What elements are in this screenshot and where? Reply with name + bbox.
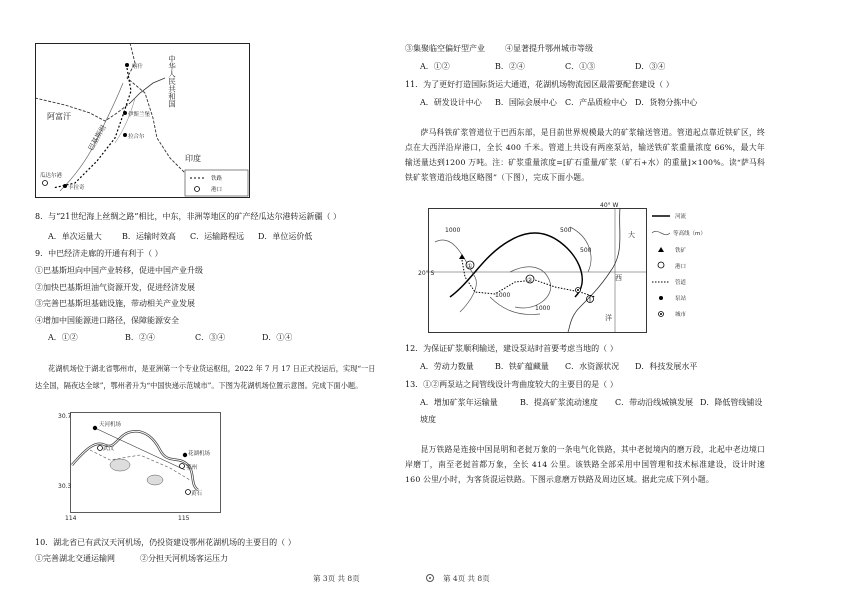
lake-1: [110, 459, 130, 471]
legend-city-label: 城市: [675, 312, 687, 318]
huahu-airport-icon: [183, 453, 187, 457]
pipeline-passage-line-1: 萨马科铁矿浆管道位于巴西东部，是目前世界规模最大的矿浆输送管道。管道起点靠近铁矿区，终点: [405, 128, 765, 152]
railway-passage-line-1: 昆万铁路是连接中国昆明和老挝万象的一条电气化铁路，其中老挝境内的磨万段，北起中老边境口岸磨: [405, 445, 765, 469]
q12-stem: 12．为保证矿浆顺利输送，建设泵站时首要考虑当地的（ ）: [405, 344, 618, 353]
legend-railway-label: 铁路: [211, 176, 223, 182]
q10-option-b[interactable]: B．②④: [495, 62, 525, 71]
contour-1000-label-b: 1000: [495, 292, 511, 299]
page-4: [400, 0, 860, 608]
q11-option-a[interactable]: A．研发设计中心: [420, 98, 482, 107]
gwadar-label: 瓜达尔港: [40, 173, 63, 179]
q9-option-b[interactable]: B．②④: [125, 333, 155, 342]
q13-option-c[interactable]: C．带动沿线城镇发展: [615, 398, 694, 407]
q12-option-b[interactable]: B．铁矿蕴藏量: [495, 362, 549, 371]
legend-contour-label: 等高线（m）: [673, 231, 706, 237]
lahore-label: 拉合尔: [128, 134, 145, 140]
legend-city-icon-dot: [660, 313, 662, 315]
huahu-map: [60, 410, 225, 520]
cpec-map: [35, 43, 250, 198]
kashgar-label: 喀什: [132, 64, 144, 70]
legend-river-label: 河流: [675, 214, 687, 220]
q10-option-d[interactable]: D．③④: [635, 62, 666, 71]
pipeline-passage-line-2: 在大西洋沿岸港口，全长 400 千米。管道上共设有两座泵站，输送铁矿浆重量浓度 66%，最大年输送量达到: [405, 143, 765, 167]
q9-item-4: ④增加中国能源进口路径，保障能源安全: [35, 316, 179, 325]
india-label: 印度: [185, 154, 201, 163]
contour-1000-label-a: 1000: [445, 227, 461, 234]
q13-option-a[interactable]: A．增加矿浆年运输量: [420, 398, 498, 407]
pipeline-passage-line-3: 1200 万吨。注：矿浆重量浓度=[矿石重量/矿浆（矿石+水）的重量]×100%。读“萨马科铁矿浆管道沿线地区略: [405, 158, 765, 182]
samarco-map: [420, 202, 720, 334]
q10-option-c[interactable]: C．①③: [565, 62, 596, 71]
tianhe-label: 天河机场: [99, 422, 122, 428]
kashgar-dot: [125, 63, 129, 67]
q13-stem: 13．①②两泵站之间管线设计弯曲度较大的主要目的是（ ）: [405, 380, 618, 389]
legend-port-label: 港口: [675, 264, 687, 270]
q11-option-b[interactable]: B．国际会展中心: [495, 98, 557, 107]
huangshi-label: 黄石: [191, 491, 203, 497]
pump-station-1-label: ①: [467, 263, 473, 270]
q9-item-1: ①巴基斯坦向中国产业转移，促进中国产业升级: [35, 266, 203, 275]
pakistan-label: 巴基斯坦: [86, 123, 108, 152]
legend-port-icon: [658, 262, 664, 268]
railway-passage: [405, 442, 765, 487]
ocean-label-3: 洋: [605, 314, 612, 322]
lon-right-label: 115: [178, 515, 190, 522]
afghanistan-label: 阿富汗: [47, 112, 71, 121]
contour-500-label-a: 500: [560, 227, 572, 234]
q9-item-2: ②加快巴基斯坦油气资源开发，促进经济发展: [35, 283, 195, 292]
ocean-label-1: 大: [628, 231, 635, 239]
q9-stem: 9．中巴经济走廊的开通有利于（ ）: [35, 249, 163, 258]
lon-left-label: 114: [65, 515, 77, 522]
legend-pump-label: 泵站: [675, 296, 687, 302]
lake-2: [147, 475, 163, 485]
karachi-dot: [63, 184, 67, 188]
samarco-map-svg: [420, 202, 720, 334]
q12-option-d[interactable]: D．科技发展水平: [635, 362, 698, 371]
railway-passage-line-3: 为客货混运铁路。下图示意磨万铁路及周边区域。据此完成下列小题。: [465, 475, 714, 484]
lat-top-label: 30.7: [58, 413, 72, 420]
contour-500-label-b: 500: [580, 247, 592, 254]
q10-item-4: ④显著提升鄂州城市等级: [505, 44, 593, 53]
contour-1000-label-c: 1000: [535, 305, 551, 312]
cpec-map-svg: [35, 43, 250, 198]
q12-option-a[interactable]: A．劳动力数量: [420, 362, 474, 371]
ocean-label-2: 西: [615, 274, 622, 282]
china-label: 中华人民共和国: [167, 55, 177, 108]
karachi-label: 卡拉奇: [68, 185, 85, 191]
page-3: [0, 0, 400, 608]
q9-option-a[interactable]: A．①②: [48, 333, 78, 342]
islamabad-dot: [123, 111, 127, 115]
legend-iron-icon: [658, 247, 664, 252]
legend-pump-icon: [659, 296, 663, 300]
pump-station-2-label: ②: [527, 277, 533, 284]
lon-label: 40° W: [600, 202, 619, 209]
q13-option-d[interactable]: D．降低管线铺设: [700, 398, 763, 407]
q9-option-c[interactable]: C．③④: [195, 333, 226, 342]
q8-option-c[interactable]: C．运输路程远: [190, 232, 245, 241]
q8-stem: 8．与“21世纪海上丝绸之路”相比，中东，非洲等地区的矿产经瓜达尔港转运新疆（ ）: [35, 212, 341, 221]
wuhan-label: 武汉: [103, 446, 115, 452]
airport-passage-line-2: 达全国，隔夜达全球”，鄂州者升为“中国快递示范城市”。下图为花湖机场位置示意图。完成下面小题。: [35, 381, 363, 390]
q11-option-d[interactable]: D．货物分拣中心: [635, 98, 698, 107]
q10-item-1: ①完善湖北交通运输网: [35, 554, 115, 563]
legend-port-label: 港口: [211, 187, 223, 193]
q13-option-d-cont: 坡度: [420, 415, 436, 424]
railway-passage-line-2: 丁，南至老挝首都万象，全长 414 公里。该铁路全部采用中国管理和技术标准建设，设计时速 160 公里/小时，: [405, 460, 765, 484]
pipeline-passage: [405, 125, 765, 185]
city-icon-dot: [577, 289, 579, 291]
q10-stem: 10．湖北省已有武汉天河机场，仍投资建设鄂州花湖机场的主要目的（ ）: [35, 538, 296, 547]
q8-option-d[interactable]: D．单位运价低: [258, 232, 313, 241]
tianhe-airport-icon: [93, 426, 97, 430]
footer-left-page: 第 3页 共 8页: [313, 574, 360, 583]
legend-contour-line: [652, 231, 670, 234]
legend-iron-label: 铁矿: [675, 248, 687, 254]
lat-label: 20° S: [418, 270, 435, 277]
q9-item-3: ③完善巴基斯坦基础设施，带动相关产业发展: [35, 299, 195, 308]
q10-item-2: ②分担天河机场客运压力: [140, 554, 228, 563]
huahu-label: 花湖机场: [188, 451, 211, 457]
q9-option-d[interactable]: D．①④: [262, 333, 293, 342]
lat-bottom-label: 30.3: [58, 483, 72, 490]
legend-pipeline-label: 管道: [675, 280, 687, 286]
q11-stem: 11．为了更好打造国际货运大通道，花湖机场物流园区最需要配套建设（ ）: [405, 80, 674, 89]
q8-option-a[interactable]: A．单次运量大: [48, 232, 102, 241]
q12-option-c[interactable]: C．水资源状况: [565, 362, 620, 371]
q11-option-c[interactable]: C．产品质检中心: [565, 98, 628, 107]
footer-right-page: 第 4页 共 8页: [443, 574, 490, 583]
lahore-dot: [123, 133, 127, 137]
q13-option-b[interactable]: B．提高矿浆流动速度: [520, 398, 598, 407]
q10-option-a[interactable]: A．①②: [420, 62, 450, 71]
airport-passage-line-1: 花湖机场位于湖北省鄂州市，是亚洲第一个专业货运枢纽，2022 年 7 月 17 日正式投运后，实现“一日: [48, 364, 376, 373]
huahu-map-svg: [60, 410, 225, 520]
q10-item-3: ③集聚临空偏好型产业: [405, 44, 485, 53]
islamabad-label: 伊斯兰堡: [128, 112, 151, 118]
q8-option-b[interactable]: B．运输时效高: [122, 232, 176, 241]
ezhou-label: 鄂州: [186, 465, 198, 471]
pipeline-passage-line-4: 图”（下图），完成下面小题。: [484, 173, 590, 182]
